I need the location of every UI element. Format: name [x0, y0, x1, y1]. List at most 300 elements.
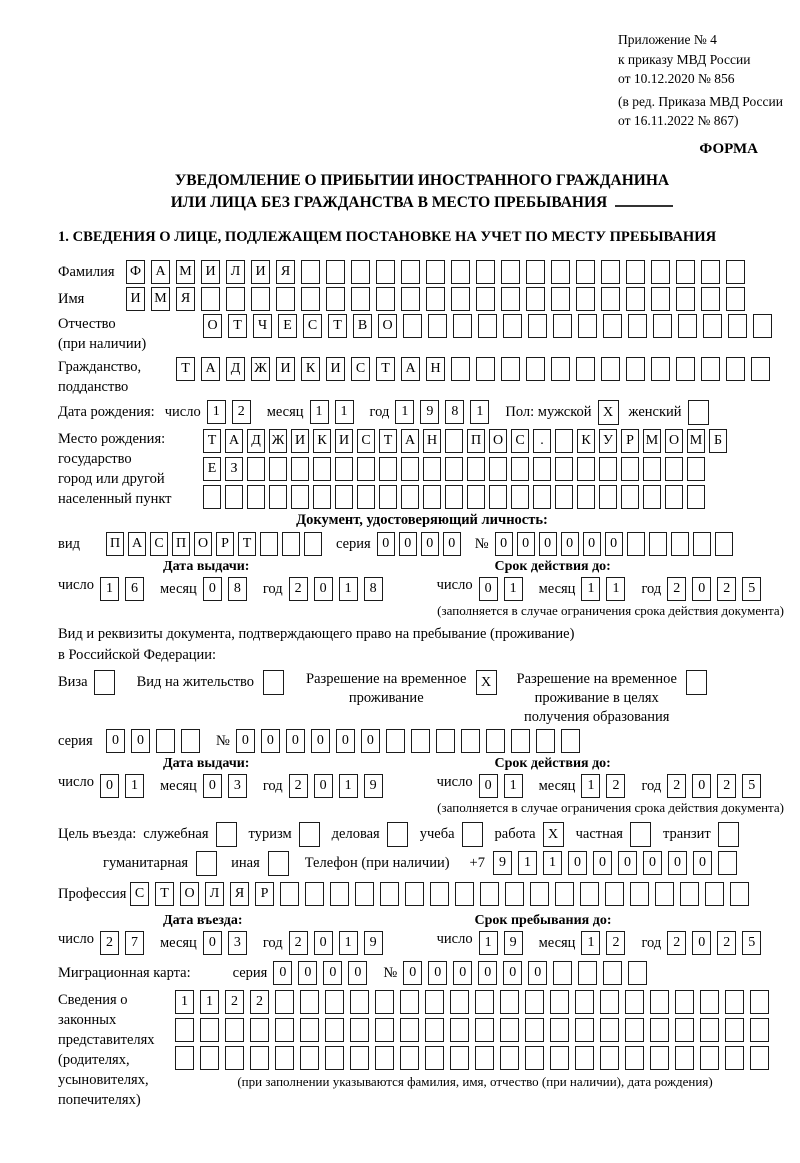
- char-box[interactable]: [655, 882, 674, 906]
- char-box[interactable]: [501, 260, 520, 284]
- char-box[interactable]: 2: [232, 400, 251, 424]
- char-box[interactable]: [291, 457, 309, 481]
- char-box[interactable]: С: [303, 314, 322, 338]
- char-box[interactable]: [651, 260, 670, 284]
- char-box[interactable]: [577, 457, 595, 481]
- purpose-study-checkbox[interactable]: [462, 822, 483, 847]
- char-box[interactable]: 2: [606, 774, 625, 798]
- char-box[interactable]: [555, 882, 574, 906]
- char-box[interactable]: [575, 1018, 594, 1042]
- char-box[interactable]: Е: [278, 314, 297, 338]
- char-box[interactable]: [705, 882, 724, 906]
- char-box[interactable]: [605, 882, 624, 906]
- char-box[interactable]: [603, 314, 622, 338]
- char-box[interactable]: Л: [226, 260, 245, 284]
- char-box[interactable]: [325, 1018, 344, 1042]
- char-box[interactable]: [276, 287, 295, 311]
- char-box[interactable]: [325, 990, 344, 1014]
- char-box[interactable]: [650, 1018, 669, 1042]
- char-box[interactable]: [451, 287, 470, 311]
- char-box[interactable]: 0: [314, 931, 333, 955]
- char-box[interactable]: 1: [470, 400, 489, 424]
- char-box[interactable]: 2: [100, 931, 119, 955]
- char-box[interactable]: [726, 287, 745, 311]
- char-box[interactable]: 1: [100, 577, 119, 601]
- char-box[interactable]: В: [353, 314, 372, 338]
- char-box[interactable]: [301, 287, 320, 311]
- char-box[interactable]: Т: [379, 429, 397, 453]
- title-blank-line[interactable]: [615, 194, 673, 207]
- char-box[interactable]: С: [357, 429, 375, 453]
- char-box[interactable]: П: [106, 532, 124, 556]
- char-box[interactable]: [445, 429, 463, 453]
- char-box[interactable]: 2: [717, 931, 736, 955]
- char-box[interactable]: Н: [423, 429, 441, 453]
- char-box[interactable]: [291, 485, 309, 509]
- char-box[interactable]: [425, 1018, 444, 1042]
- char-box[interactable]: Р: [216, 532, 234, 556]
- char-box[interactable]: 1: [504, 577, 523, 601]
- char-box[interactable]: [326, 260, 345, 284]
- char-box[interactable]: 0: [539, 532, 557, 556]
- char-box[interactable]: [575, 990, 594, 1014]
- char-box[interactable]: [599, 457, 617, 481]
- char-box[interactable]: 0: [106, 729, 125, 753]
- char-box[interactable]: А: [225, 429, 243, 453]
- char-box[interactable]: [335, 485, 353, 509]
- char-box[interactable]: [650, 990, 669, 1014]
- char-box[interactable]: [475, 990, 494, 1014]
- char-box[interactable]: К: [577, 429, 595, 453]
- female-checkbox[interactable]: [688, 400, 709, 425]
- char-box[interactable]: [643, 457, 661, 481]
- char-box[interactable]: 1: [339, 774, 358, 798]
- char-box[interactable]: [175, 1046, 194, 1070]
- char-box[interactable]: О: [194, 532, 212, 556]
- char-box[interactable]: [375, 1046, 394, 1070]
- char-box[interactable]: [453, 314, 472, 338]
- char-box[interactable]: [665, 485, 683, 509]
- char-box[interactable]: О: [180, 882, 199, 906]
- char-box[interactable]: [269, 457, 287, 481]
- char-box[interactable]: [653, 314, 672, 338]
- char-box[interactable]: [351, 287, 370, 311]
- purpose-work-checkbox[interactable]: X: [543, 822, 564, 847]
- char-box[interactable]: 2: [667, 577, 686, 601]
- char-box[interactable]: 9: [364, 931, 383, 955]
- char-box[interactable]: [461, 729, 480, 753]
- char-box[interactable]: [350, 1018, 369, 1042]
- char-box[interactable]: 0: [336, 729, 355, 753]
- char-box[interactable]: [300, 1046, 319, 1070]
- char-box[interactable]: [601, 357, 620, 381]
- char-box[interactable]: [425, 1046, 444, 1070]
- char-box[interactable]: [725, 1046, 744, 1070]
- char-box[interactable]: 0: [605, 532, 623, 556]
- char-box[interactable]: С: [150, 532, 168, 556]
- char-box[interactable]: З: [225, 457, 243, 481]
- char-box[interactable]: [601, 287, 620, 311]
- char-box[interactable]: [489, 485, 507, 509]
- char-box[interactable]: [426, 287, 445, 311]
- purpose-other-checkbox[interactable]: [268, 851, 289, 876]
- char-box[interactable]: [423, 485, 441, 509]
- char-box[interactable]: 0: [286, 729, 305, 753]
- char-box[interactable]: 2: [289, 774, 308, 798]
- char-box[interactable]: [533, 457, 551, 481]
- char-box[interactable]: 0: [693, 851, 712, 875]
- char-box[interactable]: [626, 287, 645, 311]
- char-box[interactable]: [401, 260, 420, 284]
- char-box[interactable]: Ч: [253, 314, 272, 338]
- char-box[interactable]: [701, 260, 720, 284]
- char-box[interactable]: [626, 357, 645, 381]
- char-box[interactable]: [528, 314, 547, 338]
- char-box[interactable]: [600, 990, 619, 1014]
- edu-permit-checkbox[interactable]: [686, 670, 707, 695]
- char-box[interactable]: [489, 457, 507, 481]
- char-box[interactable]: 2: [289, 931, 308, 955]
- char-box[interactable]: Ж: [251, 357, 270, 381]
- char-box[interactable]: [425, 990, 444, 1014]
- char-box[interactable]: [379, 457, 397, 481]
- char-box[interactable]: [753, 314, 772, 338]
- char-box[interactable]: М: [151, 287, 170, 311]
- char-box[interactable]: [580, 882, 599, 906]
- char-box[interactable]: 0: [618, 851, 637, 875]
- char-box[interactable]: [643, 485, 661, 509]
- char-box[interactable]: 1: [504, 774, 523, 798]
- char-box[interactable]: С: [351, 357, 370, 381]
- char-box[interactable]: [551, 287, 570, 311]
- char-box[interactable]: Л: [205, 882, 224, 906]
- char-box[interactable]: [687, 457, 705, 481]
- char-box[interactable]: 0: [273, 961, 292, 985]
- char-box[interactable]: А: [401, 429, 419, 453]
- char-box[interactable]: [630, 882, 649, 906]
- char-box[interactable]: [649, 532, 667, 556]
- char-box[interactable]: [576, 287, 595, 311]
- char-box[interactable]: 0: [503, 961, 522, 985]
- char-box[interactable]: [203, 485, 221, 509]
- char-box[interactable]: И: [126, 287, 145, 311]
- char-box[interactable]: Т: [228, 314, 247, 338]
- char-box[interactable]: 5: [742, 577, 761, 601]
- char-box[interactable]: [313, 485, 331, 509]
- char-box[interactable]: [511, 729, 530, 753]
- char-box[interactable]: [625, 990, 644, 1014]
- char-box[interactable]: .: [533, 429, 551, 453]
- char-box[interactable]: [526, 260, 545, 284]
- char-box[interactable]: Н: [426, 357, 445, 381]
- char-box[interactable]: 0: [561, 532, 579, 556]
- char-box[interactable]: [628, 961, 647, 985]
- char-box[interactable]: [304, 532, 322, 556]
- char-box[interactable]: [403, 314, 422, 338]
- char-box[interactable]: И: [291, 429, 309, 453]
- char-box[interactable]: [551, 260, 570, 284]
- char-box[interactable]: [550, 990, 569, 1014]
- char-box[interactable]: Т: [376, 357, 395, 381]
- char-box[interactable]: [500, 1018, 519, 1042]
- char-box[interactable]: [401, 457, 419, 481]
- char-box[interactable]: [400, 990, 419, 1014]
- char-box[interactable]: [478, 314, 497, 338]
- char-box[interactable]: [751, 357, 770, 381]
- char-box[interactable]: 1: [479, 931, 498, 955]
- char-box[interactable]: 0: [428, 961, 447, 985]
- char-box[interactable]: 0: [314, 774, 333, 798]
- char-box[interactable]: М: [687, 429, 705, 453]
- char-box[interactable]: М: [176, 260, 195, 284]
- char-box[interactable]: 2: [717, 577, 736, 601]
- char-box[interactable]: [351, 260, 370, 284]
- char-box[interactable]: 2: [289, 577, 308, 601]
- purpose-business-checkbox[interactable]: [387, 822, 408, 847]
- char-box[interactable]: [550, 1018, 569, 1042]
- char-box[interactable]: [525, 990, 544, 1014]
- char-box[interactable]: [357, 485, 375, 509]
- char-box[interactable]: [445, 485, 463, 509]
- char-box[interactable]: [505, 882, 524, 906]
- char-box[interactable]: 0: [478, 961, 497, 985]
- char-box[interactable]: [750, 990, 769, 1014]
- char-box[interactable]: [701, 357, 720, 381]
- char-box[interactable]: 8: [364, 577, 383, 601]
- char-box[interactable]: [226, 287, 245, 311]
- char-box[interactable]: [553, 961, 572, 985]
- char-box[interactable]: [750, 1046, 769, 1070]
- char-box[interactable]: [525, 1018, 544, 1042]
- char-box[interactable]: [530, 882, 549, 906]
- char-box[interactable]: 0: [692, 774, 711, 798]
- char-box[interactable]: Р: [621, 429, 639, 453]
- char-box[interactable]: [181, 729, 200, 753]
- char-box[interactable]: [280, 882, 299, 906]
- char-box[interactable]: [725, 1018, 744, 1042]
- char-box[interactable]: [260, 532, 278, 556]
- char-box[interactable]: 9: [420, 400, 439, 424]
- char-box[interactable]: [503, 314, 522, 338]
- char-box[interactable]: [375, 1018, 394, 1042]
- char-box[interactable]: [577, 485, 595, 509]
- char-box[interactable]: [156, 729, 175, 753]
- char-box[interactable]: [247, 485, 265, 509]
- char-box[interactable]: 9: [364, 774, 383, 798]
- char-box[interactable]: 2: [667, 931, 686, 955]
- char-box[interactable]: 0: [453, 961, 472, 985]
- temp-permit-checkbox[interactable]: X: [476, 670, 497, 695]
- char-box[interactable]: 0: [421, 532, 439, 556]
- char-box[interactable]: [275, 1046, 294, 1070]
- char-box[interactable]: [426, 260, 445, 284]
- char-box[interactable]: [665, 457, 683, 481]
- char-box[interactable]: [730, 882, 749, 906]
- char-box[interactable]: [201, 287, 220, 311]
- char-box[interactable]: [376, 260, 395, 284]
- char-box[interactable]: Ф: [126, 260, 145, 284]
- char-box[interactable]: О: [665, 429, 683, 453]
- char-box[interactable]: [551, 357, 570, 381]
- char-box[interactable]: [600, 1018, 619, 1042]
- char-box[interactable]: [475, 1018, 494, 1042]
- char-box[interactable]: 0: [643, 851, 662, 875]
- char-box[interactable]: [355, 882, 374, 906]
- char-box[interactable]: 0: [131, 729, 150, 753]
- char-box[interactable]: Р: [255, 882, 274, 906]
- char-box[interactable]: [728, 314, 747, 338]
- char-box[interactable]: [625, 1018, 644, 1042]
- char-box[interactable]: [301, 260, 320, 284]
- char-box[interactable]: [725, 990, 744, 1014]
- char-box[interactable]: Я: [230, 882, 249, 906]
- char-box[interactable]: [603, 961, 622, 985]
- char-box[interactable]: [700, 990, 719, 1014]
- char-box[interactable]: М: [643, 429, 661, 453]
- char-box[interactable]: 1: [200, 990, 219, 1014]
- char-box[interactable]: [411, 729, 430, 753]
- char-box[interactable]: 1: [310, 400, 329, 424]
- char-box[interactable]: И: [335, 429, 353, 453]
- char-box[interactable]: 2: [667, 774, 686, 798]
- char-box[interactable]: [305, 882, 324, 906]
- char-box[interactable]: 1: [395, 400, 414, 424]
- char-box[interactable]: К: [313, 429, 331, 453]
- char-box[interactable]: [423, 457, 441, 481]
- char-box[interactable]: [330, 882, 349, 906]
- char-box[interactable]: 0: [668, 851, 687, 875]
- char-box[interactable]: [375, 990, 394, 1014]
- char-box[interactable]: 0: [236, 729, 255, 753]
- char-box[interactable]: [450, 1046, 469, 1070]
- char-box[interactable]: А: [201, 357, 220, 381]
- char-box[interactable]: [350, 990, 369, 1014]
- char-box[interactable]: [576, 260, 595, 284]
- char-box[interactable]: [225, 485, 243, 509]
- char-box[interactable]: [687, 485, 705, 509]
- char-box[interactable]: 0: [348, 961, 367, 985]
- char-box[interactable]: [651, 287, 670, 311]
- char-box[interactable]: [676, 260, 695, 284]
- char-box[interactable]: [601, 260, 620, 284]
- char-box[interactable]: [225, 1018, 244, 1042]
- char-box[interactable]: [386, 729, 405, 753]
- char-box[interactable]: [436, 729, 455, 753]
- char-box[interactable]: [313, 457, 331, 481]
- char-box[interactable]: [600, 1046, 619, 1070]
- char-box[interactable]: С: [511, 429, 529, 453]
- char-box[interactable]: [250, 1046, 269, 1070]
- char-box[interactable]: [526, 287, 545, 311]
- char-box[interactable]: 0: [399, 532, 417, 556]
- char-box[interactable]: [500, 990, 519, 1014]
- char-box[interactable]: [476, 287, 495, 311]
- char-box[interactable]: 2: [717, 774, 736, 798]
- char-box[interactable]: 0: [323, 961, 342, 985]
- char-box[interactable]: [703, 314, 722, 338]
- char-box[interactable]: 2: [225, 990, 244, 1014]
- char-box[interactable]: 0: [517, 532, 535, 556]
- char-box[interactable]: И: [251, 260, 270, 284]
- char-box[interactable]: [380, 882, 399, 906]
- char-box[interactable]: [467, 457, 485, 481]
- char-box[interactable]: [575, 1046, 594, 1070]
- char-box[interactable]: И: [326, 357, 345, 381]
- char-box[interactable]: 2: [606, 931, 625, 955]
- char-box[interactable]: 1: [581, 931, 600, 955]
- char-box[interactable]: [250, 1018, 269, 1042]
- char-box[interactable]: [467, 485, 485, 509]
- char-box[interactable]: 8: [228, 577, 247, 601]
- char-box[interactable]: [376, 287, 395, 311]
- char-box[interactable]: 0: [298, 961, 317, 985]
- char-box[interactable]: 0: [377, 532, 395, 556]
- char-box[interactable]: 0: [314, 577, 333, 601]
- char-box[interactable]: [445, 457, 463, 481]
- char-box[interactable]: Ж: [269, 429, 287, 453]
- char-box[interactable]: [247, 457, 265, 481]
- char-box[interactable]: 0: [203, 774, 222, 798]
- char-box[interactable]: 1: [125, 774, 144, 798]
- char-box[interactable]: [536, 729, 555, 753]
- char-box[interactable]: 2: [250, 990, 269, 1014]
- char-box[interactable]: [627, 532, 645, 556]
- char-box[interactable]: [650, 1046, 669, 1070]
- char-box[interactable]: [451, 260, 470, 284]
- char-box[interactable]: 3: [228, 774, 247, 798]
- char-box[interactable]: [300, 990, 319, 1014]
- char-box[interactable]: [480, 882, 499, 906]
- char-box[interactable]: [621, 485, 639, 509]
- char-box[interactable]: [676, 287, 695, 311]
- char-box[interactable]: [475, 1046, 494, 1070]
- char-box[interactable]: 7: [125, 931, 144, 955]
- char-box[interactable]: 1: [339, 931, 358, 955]
- char-box[interactable]: Б: [709, 429, 727, 453]
- char-box[interactable]: 9: [493, 851, 512, 875]
- char-box[interactable]: 3: [228, 931, 247, 955]
- char-box[interactable]: [501, 287, 520, 311]
- char-box[interactable]: [651, 357, 670, 381]
- char-box[interactable]: Д: [226, 357, 245, 381]
- char-box[interactable]: 0: [203, 577, 222, 601]
- char-box[interactable]: 5: [742, 931, 761, 955]
- char-box[interactable]: [200, 1046, 219, 1070]
- char-box[interactable]: [269, 485, 287, 509]
- char-box[interactable]: 0: [443, 532, 461, 556]
- char-box[interactable]: [671, 532, 689, 556]
- char-box[interactable]: 0: [692, 931, 711, 955]
- char-box[interactable]: 1: [518, 851, 537, 875]
- char-box[interactable]: 0: [361, 729, 380, 753]
- char-box[interactable]: [511, 485, 529, 509]
- char-box[interactable]: А: [128, 532, 146, 556]
- char-box[interactable]: 1: [581, 577, 600, 601]
- char-box[interactable]: [401, 485, 419, 509]
- char-box[interactable]: У: [599, 429, 617, 453]
- char-box[interactable]: [726, 260, 745, 284]
- char-box[interactable]: Е: [203, 457, 221, 481]
- char-box[interactable]: [225, 1046, 244, 1070]
- char-box[interactable]: [576, 357, 595, 381]
- purpose-humanitarian-checkbox[interactable]: [196, 851, 217, 876]
- char-box[interactable]: [511, 457, 529, 481]
- char-box[interactable]: [405, 882, 424, 906]
- char-box[interactable]: О: [203, 314, 222, 338]
- char-box[interactable]: 1: [543, 851, 562, 875]
- char-box[interactable]: 0: [100, 774, 119, 798]
- char-box[interactable]: [401, 287, 420, 311]
